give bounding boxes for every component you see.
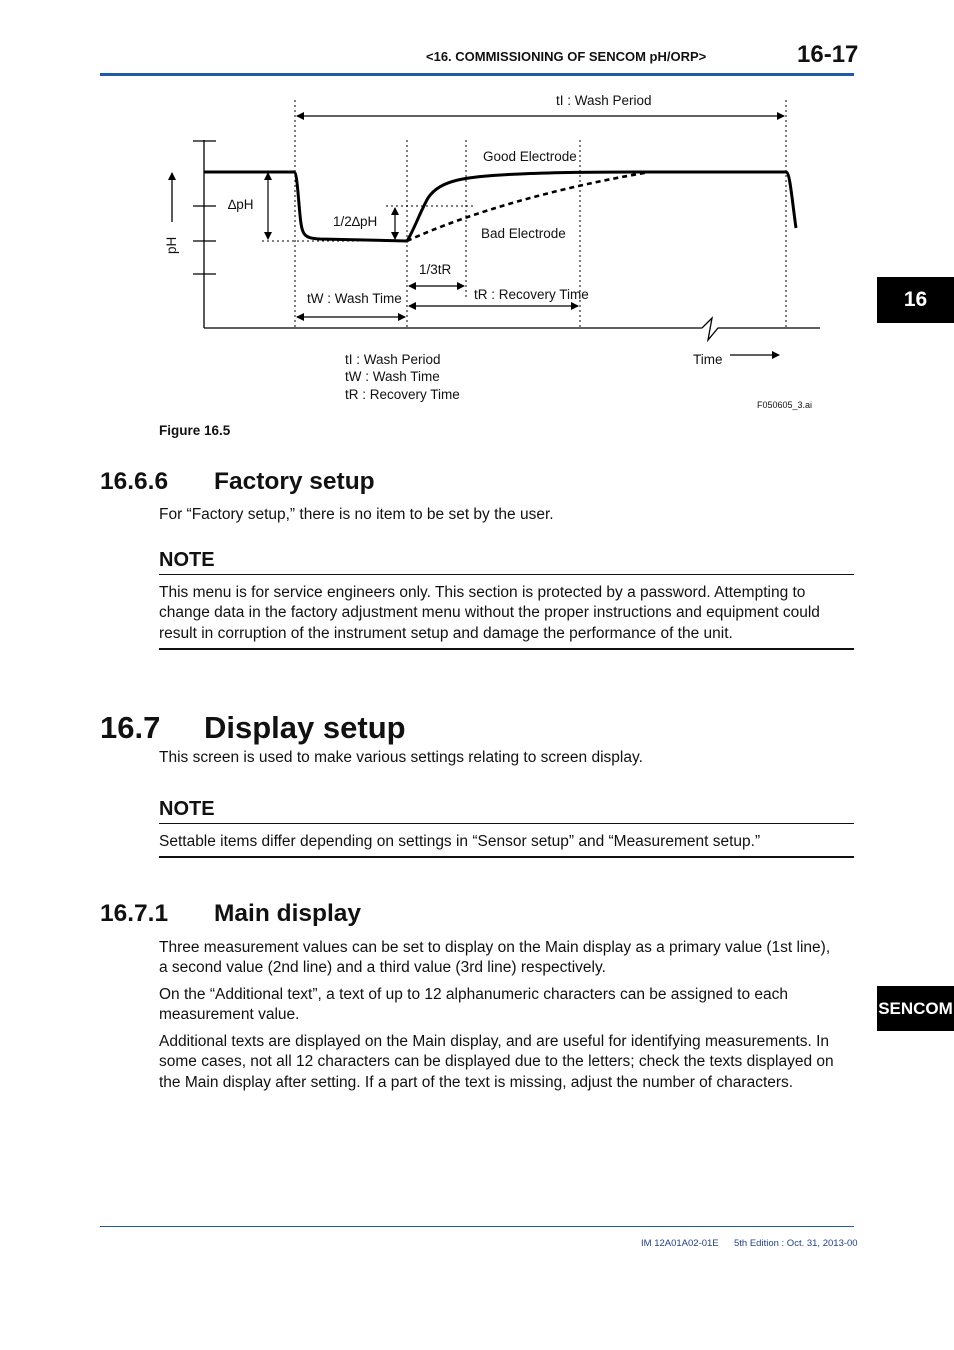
figure-caption: Figure 16.5 (159, 423, 231, 438)
note-heading: NOTE (159, 549, 215, 571)
page-number: 16-17 (797, 41, 859, 68)
main-display-paragraph: Additional texts are displayed on the Main display, and are useful for identifying measurements. In some cases, not all 12 characters can be displayed due to the letters; check the texts displayed on the Main display after setting. If a part of the text is missing, adjust the number of characters. (159, 1033, 834, 1091)
note-text-display: Settable items differ depending on settings in “Sensor setup” and “Measurement setup.” (159, 833, 761, 850)
section-heading-factory-setup (100, 468, 700, 498)
chapter-tab: 16 (877, 277, 954, 323)
label-time-axis: Time (693, 352, 723, 367)
display-setup-body: This screen is used to make various settings relating to screen display. (159, 749, 643, 766)
section-heading-main-display (100, 900, 700, 930)
footer-rule (100, 1226, 854, 1227)
label-recovery-time: tR : Recovery Time (474, 287, 589, 302)
section-number: 16.6.6 (100, 468, 169, 495)
legend-recovery-time: tR : Recovery Time (345, 387, 460, 402)
figure-file-id: F050605_3.ai (757, 400, 813, 410)
note-heading: NOTE (159, 798, 215, 820)
running-header: <16. COMMISSIONING OF SENCOM pH/ORP> (426, 49, 707, 64)
label-delta-ph: ∆pH (228, 197, 254, 212)
section-number: 16.7.1 (100, 900, 169, 927)
section-heading-display-setup (100, 710, 700, 748)
label-wash-period-top: tI : Wash Period (556, 93, 652, 108)
note-bottom-rule (159, 856, 854, 858)
main-display-paragraph: On the “Additional text”, a text of up to 12 alphanumeric characters can be assigned to each measurement value. (159, 986, 788, 1024)
main-display-paragraph: Three measurement values can be set to display on the Main display as a primary value (1st line), a second value (2nd line) and a third value (3rd line) respectively. (159, 939, 831, 977)
note-bottom-rule (159, 648, 854, 650)
section-number: 16.7 (100, 710, 161, 745)
label-bad-electrode: Bad Electrode (481, 226, 566, 241)
label-wash-time: tW : Wash Time (307, 291, 402, 306)
section-title: Main display (214, 900, 362, 927)
factory-setup-body: For “Factory setup,” there is no item to be set by the user. (159, 506, 554, 523)
label-half-delta-ph: 1/2∆pH (333, 214, 378, 229)
wash-recovery-diagram (0, 0, 954, 420)
note-top-rule (159, 823, 854, 824)
label-good-electrode: Good Electrode (483, 149, 577, 164)
product-tab: SENCOM (877, 986, 954, 1031)
legend-wash-period: tI : Wash Period (345, 352, 441, 367)
section-title: Factory setup (214, 468, 375, 495)
note-top-rule (159, 574, 854, 575)
legend-wash-time: tW : Wash Time (345, 369, 440, 384)
footer-edition: 5th Edition : Oct. 31, 2013-00 (734, 1238, 858, 1249)
footer-doc-id: IM 12A01A02-01E (641, 1238, 719, 1249)
section-title: Display setup (204, 710, 406, 745)
label-ph-axis: pH (164, 236, 179, 254)
label-one-third-tr: 1/3tR (419, 262, 452, 277)
note-text-factory: This menu is for service engineers only. This section is protected by a password. Attempting to change data in the factory adjustment menu without the proper instructions and equipment could result in corruption of the instrument setup and damage the performance of the unit. (159, 584, 820, 642)
